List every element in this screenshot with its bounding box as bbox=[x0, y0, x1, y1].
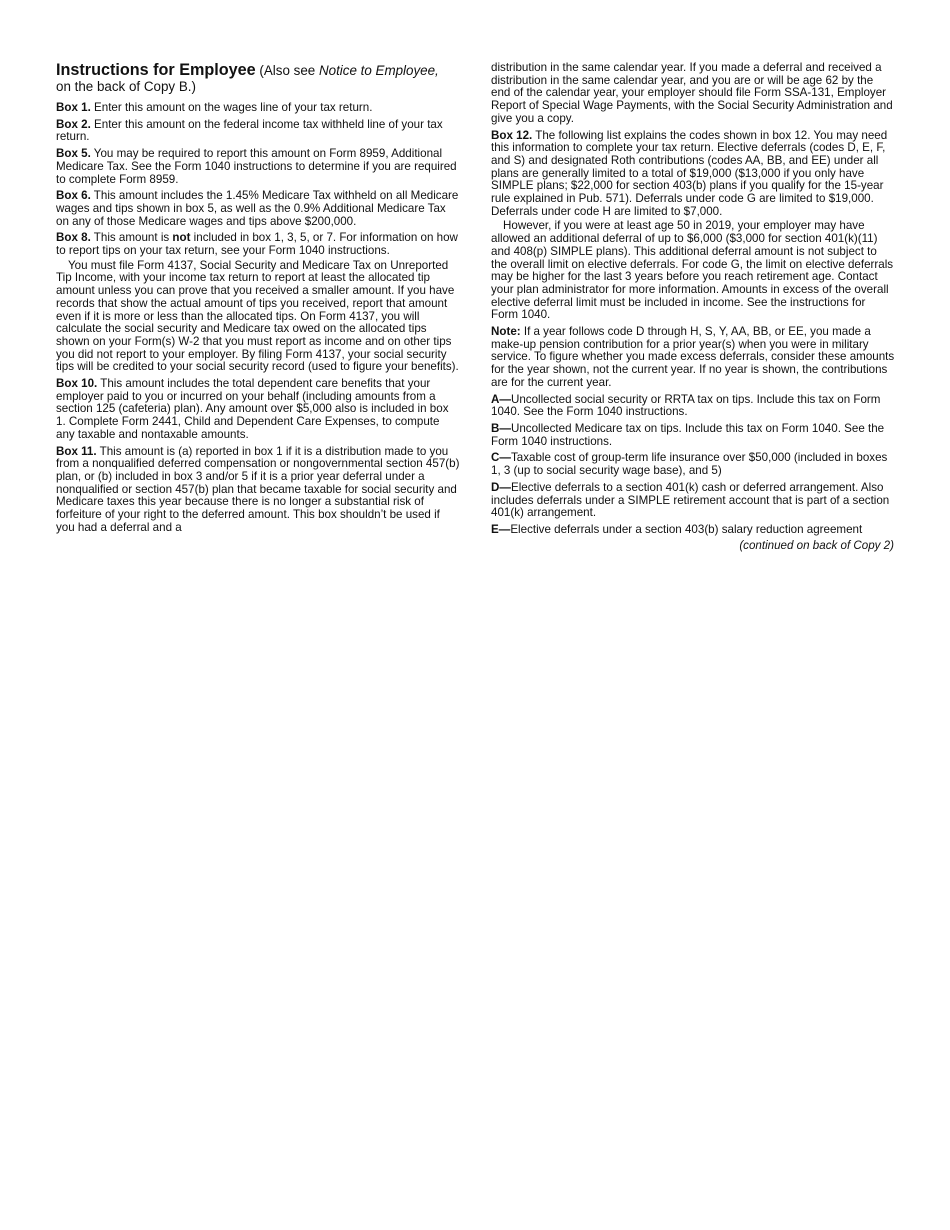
code-c-text: Taxable cost of group-term life insurance over $50,000 (included in boxes 1, 3 (up to social security wage base), and 5) bbox=[491, 451, 888, 478]
box11-text: This amount is (a) reported in box 1 if it is a distribution made to you from a nonqualified deferred compensation or nongovernmental section 457(b) plan, or (b) included in box 3 and/or 5 if it is a prior year deferral under a nonqualified or section 457(b) plan that became taxable for social security and Medicare taxes this year because there is no longer a substantial risk of forfeiture of your right to the deferred amount. This box shouldn’t be used if you had a deferral and a bbox=[56, 444, 460, 534]
box5-label: Box 5. bbox=[56, 147, 91, 161]
box10-label: Box 10. bbox=[56, 377, 98, 391]
box6-label: Box 6. bbox=[56, 189, 91, 203]
box11-continued-paragraph: distribution in the same calendar year. If you made a deferral and received a distribution in the same calendar year, and you are or will be age 62 by the end of the calendar year, your employer should file Form SSA-131, Employer Report of Special Wage Payments, with the Social Security Administration and give you a copy. bbox=[491, 61, 893, 125]
code-b-label: B— bbox=[491, 421, 511, 435]
box12-label: Box 12. bbox=[491, 128, 533, 142]
left-column bbox=[56, 62, 460, 539]
code-a-paragraph bbox=[491, 394, 895, 419]
age50-paragraph: However, if you were at least age 50 in 2019, your employer may have allowed an additional deferral of up to $6,000 ($3,000 for section 401(k)(11) and 408(p) SIMPLE plans). This additional deferral amount is not subject to the overall limit on elective deferrals. For code G, the limit on elective deferrals may be higher for the last 3 years before you reach retirement age. Contact your plan administrator for more information. Amounts in excess of the overall elective deferral limit must be included in income. See the instructions for Form 1040. bbox=[491, 219, 894, 322]
title-italic-ref: Notice to Employee, bbox=[318, 63, 439, 78]
code-c-paragraph bbox=[491, 452, 895, 477]
code-e-label: E— bbox=[491, 522, 511, 536]
note-text: If a year follows code D through H, S, Y, AA, BB, or EE, you made a make-up pension contribution for a prior year(s) when you were in military service. To figure whether you made excess deferrals, consider these amounts for the year shown, not the current year. If no year is shown, the contributions are for the current year. bbox=[491, 325, 895, 389]
code-d-paragraph bbox=[491, 482, 895, 520]
code-d-text: Elective deferrals to a section 401(k) cash or deferred arrangement. Also includes deferrals under a SIMPLE retirement account that is part of a section 401(k) arrangement. bbox=[491, 480, 890, 520]
box6-text: This amount includes the 1.45% Medicare Tax withheld on all Medicare wages and tips shown in box 5, as well as the 0.9% Additional Medicare Tax on any of those Medicare wages and tips above $200,000. bbox=[56, 189, 459, 228]
right-column bbox=[491, 62, 895, 552]
box10-text: This amount includes the total dependent care benefits that your employer paid to you or incurred on your behalf (including amounts from a section 125 (cafeteria) plan). Any amount over $5,000 also is included in box 1. Complete Form 2441, Child and Dependent Care Expenses, to compute any taxable and nontaxable amounts. bbox=[56, 377, 449, 441]
box8-label: Box 8. bbox=[56, 231, 91, 245]
code-b-paragraph bbox=[491, 423, 895, 448]
note-paragraph bbox=[491, 326, 895, 390]
box8-bold-word: not bbox=[172, 231, 191, 245]
box1-paragraph bbox=[56, 102, 460, 115]
box5-paragraph bbox=[56, 148, 460, 186]
box12-paragraph bbox=[491, 130, 895, 219]
box11-paragraph bbox=[56, 446, 460, 535]
box12-text: The following list explains the codes shown in box 12. You may need this information to complete your tax return. Elective deferrals (codes D, E, F, and S) and designated Roth contributions (codes AA, BB, and EE) under all plans are generally limited to a total of $19,000 ($13,000 if you only have SIMPLE plans; $22,000 for section 403(b) plans if you qualify for the 15-year rule explained in Pub. 571). Deferrals under code G are limited to $19,000. Deferrals under code H are limited to $7,000. bbox=[491, 128, 888, 218]
box10-paragraph bbox=[56, 378, 460, 442]
box8-paragraph bbox=[56, 232, 460, 257]
code-c-label: C— bbox=[491, 451, 511, 465]
code-e-paragraph bbox=[491, 524, 895, 537]
code-e-text: Elective deferrals under a section 403(b) salary reduction agreement bbox=[510, 522, 863, 536]
code-a-label: A— bbox=[491, 392, 511, 406]
box2-paragraph bbox=[56, 119, 460, 144]
box11-label: Box 11. bbox=[56, 444, 97, 458]
box2-text: Enter this amount on the federal income tax withheld line of your tax return. bbox=[56, 117, 443, 144]
box8-text-b: included in box 1, 3, 5, or 7. For information on how to report tips on your tax return, see your Form 1040 instructions. bbox=[56, 231, 458, 258]
continued-note: (continued on back of Copy 2) bbox=[739, 538, 894, 552]
box2-label: Box 2. bbox=[56, 117, 91, 131]
box5-text: You may be required to report this amount on Form 8959, Additional Medicare Tax. See the Form 1040 instructions to determine if you are required to complete Form 8959. bbox=[56, 147, 457, 186]
box6-paragraph bbox=[56, 190, 460, 228]
box8-text-a: This amount is bbox=[90, 231, 173, 245]
note-label: Note: bbox=[491, 325, 521, 339]
instructions-heading bbox=[56, 62, 460, 95]
tips-paragraph: You must file Form 4137, Social Security and Medicare Tax on Unreported Tip Income, with your income tax return to report at least the allocated tip amount unless you can prove that you received a smaller amount. If you have records that show the actual amount of tips you received, report that amount even if it is more or less than the allocated tips. On Form 4137, you will calculate the social security and Medicare tax owed on the allocated tips shown on your Form(s) W-2 that you must report as income and on other tips you did not report to your employer. By filing Form 4137, your social security tips will be credited to your social security record (used to figure your benefits). bbox=[56, 258, 459, 374]
box1-text: Enter this amount on the wages line of your tax return. bbox=[90, 101, 373, 114]
code-d-label: D— bbox=[491, 480, 511, 494]
title-paren-open: (Also see bbox=[255, 63, 319, 78]
title-rest: on the back of Copy B.) bbox=[56, 79, 196, 94]
code-b-text: Uncollected Medicare tax on tips. Include this tax on Form 1040. See the Form 1040 instructions. bbox=[491, 421, 885, 448]
code-a-text: Uncollected social security or RRTA tax on tips. Include this tax on Form 1040. See the Form 1040 instructions. bbox=[491, 392, 881, 419]
page-title: Instructions for Employee bbox=[56, 61, 256, 79]
box1-label: Box 1. bbox=[56, 101, 91, 114]
